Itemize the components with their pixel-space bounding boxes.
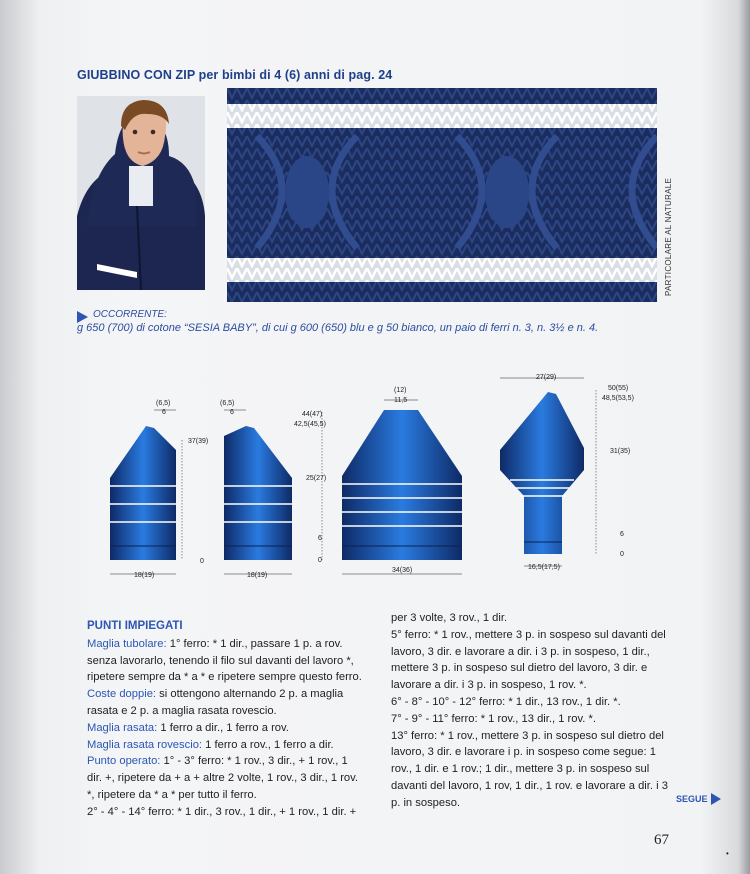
stitch-paragraph	[87, 720, 365, 737]
pattern-schematic	[96, 368, 656, 588]
stitch-desc: 1° ferro: * 1 dir., passare 1 p. a rov. senza lavorarlo, tenendo il filo sul davanti del lavoro *, ripetere sempre da * a * e ripetere sempre questo ferro.	[87, 637, 362, 684]
stitch-desc: si ottengono alternando 2 p. a maglia rasata e 2 p. a maglia rasata rovescio.	[87, 688, 344, 717]
label-sleeve-h5: 0	[620, 551, 624, 558]
label-l1-top2: 6	[162, 409, 166, 416]
continue-label: SEGUE	[676, 794, 708, 804]
label-back-h2: 42,5(45,5)	[294, 421, 326, 428]
stitches-right-column	[391, 610, 675, 812]
instruction-paragraph: 13° ferro: * 1 rov., mettere 3 p. in sospeso sul dietro del lavoro, 3 dir. e lavorare i p. in sospeso come segue: 1 rov., 1 dir. e 1 rov.; 1 dir., mettere 3 p. in sospeso sul davanti del lavoro, 1 rov, 1 dir., 1 rov. e lavorare a dir. i 3 p. in sospeso.	[391, 729, 668, 809]
page-number: 67	[654, 832, 669, 848]
stitch-desc: 1 ferro a dir., 1 ferro a rov.	[157, 721, 289, 734]
front-piece-left	[110, 410, 182, 574]
label-l1-zero: 0	[200, 558, 204, 565]
label-sleeve-h3: 31(35)	[610, 448, 631, 455]
label-back-h1: 44(47)	[302, 411, 323, 418]
instruction-paragraph: per 3 volte, 3 rov., 1 dir.	[391, 612, 508, 624]
label-l2-top: (6,5)	[220, 400, 235, 407]
stitch-term: Punto operato:	[87, 755, 161, 768]
label-l1-width: 18(19)	[134, 572, 155, 579]
label-l1-height: 37(39)	[188, 438, 209, 445]
child-photo-drawing	[77, 96, 205, 290]
label-sleeve-h1: 50(55)	[608, 385, 629, 392]
label-back-width: 34(36)	[392, 567, 413, 574]
label-sleeve-width: 16,5(17,5)	[528, 564, 560, 571]
materials-heading: OCCORRENTE:	[93, 309, 167, 320]
front-piece-right	[224, 410, 292, 574]
back-piece	[322, 400, 462, 574]
stitches-left-column	[87, 618, 365, 821]
pattern-title: GIUBBINO CON ZIP per bimbi di 4 (6) anni di pag. 24	[77, 68, 393, 82]
label-sleeve-h2: 48,5(53,5)	[602, 395, 634, 402]
stitch-desc: 2° - 4° - 14° ferro: * 1 dir., 3 rov., 1 dir., + 1 rov., 1 dir. +	[87, 805, 357, 818]
stitch-paragraph	[87, 737, 365, 754]
triangle-right-icon	[711, 793, 721, 805]
stitch-paragraph	[87, 804, 365, 821]
stitch-desc: 1° - 3° ferro: * 1 rov., 3 dir., + 1 rov., 1 dir. +, ripetere da + a + altre 2 volte, 1 rov., 3 dir., 1 rov. *, ripetere da * a * per tutto il ferro.	[87, 755, 359, 801]
stitch-desc: 1 ferro a rov., 1 ferro a dir.	[202, 738, 334, 751]
sleeve-piece	[500, 378, 596, 566]
label-l1-top: (6,5)	[156, 400, 171, 407]
child-photo	[77, 96, 205, 290]
stitch-paragraph	[87, 753, 365, 803]
materials-text: g 650 (700) di cotone “SESIA BABY”, di cui g 600 (650) blu e g 50 bianco, un paio di ferri n. 3, n. 3½ e n. 4.	[77, 322, 599, 334]
stitches-heading: PUNTI IMPIEGATI	[87, 620, 183, 632]
knit-detail-drawing	[227, 88, 657, 302]
stitch-term: Coste doppie:	[87, 688, 157, 701]
instruction-paragraph: 6° - 8° - 10° - 12° ferro: * 1 dir., 13 rov., 1 dir. *.	[391, 695, 621, 708]
instruction-paragraph: 5° ferro: * 1 rov., mettere 3 p. in sospeso sul davanti del lavoro, 3 dir. e lavorare a dir. i 3 p. in sospeso, 1 dir., mettere 3 p. in sospeso sul dietro del lavoro, 3 dir. e lavorare a dir. i 3 p. in sospeso, 1 rov. *.	[391, 628, 666, 692]
label-back-h4: 6	[318, 535, 322, 542]
corner-dot: •	[726, 849, 729, 858]
label-back-top2: 11,5	[394, 397, 408, 404]
label-sleeve-h4: 6	[620, 531, 624, 538]
stitch-term: Maglia rasata rovescio:	[87, 738, 203, 751]
label-back-h3: 25(27)	[306, 475, 327, 482]
label-l2-width: 18(19)	[247, 572, 268, 579]
detail-caption: PARTICOLARE AL NATURALE	[664, 177, 673, 296]
label-back-top: (12)	[394, 387, 407, 394]
label-sleeve-top: 27(29)	[536, 374, 557, 381]
stitch-term: Maglia tubolare:	[87, 637, 167, 650]
stitch-paragraph	[87, 636, 365, 686]
stitch-paragraph	[87, 686, 365, 720]
label-l2-top2: 6	[230, 409, 234, 416]
label-back-h5: 0	[318, 557, 322, 564]
instruction-paragraph: 7° - 9° - 11° ferro: * 1 rov., 13 dir., 1 rov. *.	[391, 712, 596, 725]
stitch-term: Maglia rasata:	[87, 721, 158, 734]
knit-detail-photo	[227, 88, 657, 302]
